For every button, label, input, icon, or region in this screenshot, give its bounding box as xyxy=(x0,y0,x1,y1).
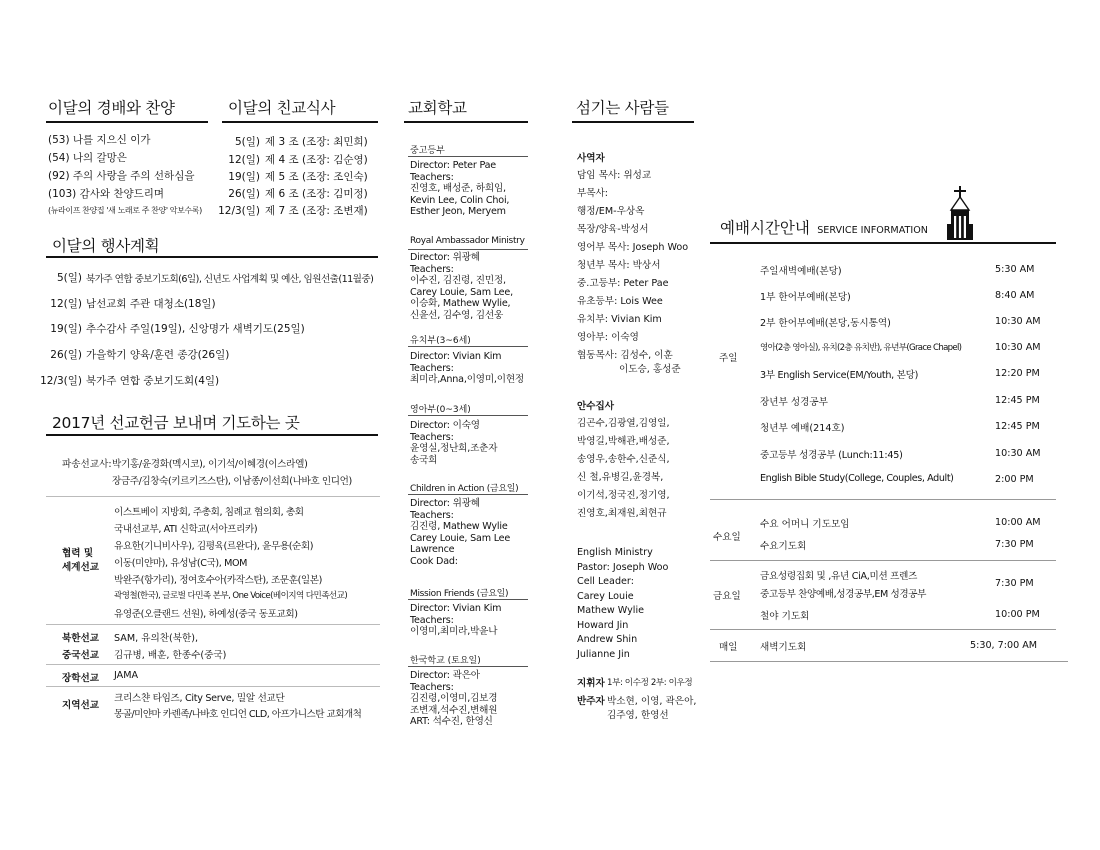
event-date: 12/3(일) xyxy=(40,375,82,387)
dept-line: 진영호, 배성준, 하희임, xyxy=(410,183,506,194)
em-line: Andrew Shin xyxy=(577,634,638,645)
local-label: 지역선교 xyxy=(62,700,100,711)
dept-line: 이수진, 김진령, 진민정, xyxy=(410,275,506,286)
service-time: 8:40 AM xyxy=(995,290,1035,301)
service-name: 1부 한어부예배(본당) xyxy=(760,292,851,303)
minister-line: 담임 목사: 위성교 xyxy=(577,170,652,181)
service-name: 중고등부 찬양예배,성경공부,EM 성경공부 xyxy=(760,589,927,600)
deacon-line: 송영우,송한수,신준식, xyxy=(577,454,670,465)
partner-line: 국내선교부, ATI 신학교(서아프리카) xyxy=(114,524,258,535)
minister-line: 청년부 목사: 박상서 xyxy=(577,260,661,271)
service-name: English Bible Study(College, Couples, Adult) xyxy=(760,473,954,484)
dept-line: Kevin Lee, Colin Choi, xyxy=(410,194,510,206)
dept-rule xyxy=(408,346,528,347)
service-time: 10:30 AM xyxy=(995,316,1041,327)
fellowship-date: 5(일) xyxy=(234,136,260,148)
servants-rule xyxy=(572,121,694,123)
dept-line: Director: 위광혜 xyxy=(410,252,480,263)
ministers-heading: 사역자 xyxy=(577,153,605,164)
dispatched-label: 파송선교사: xyxy=(62,459,112,470)
row-divider xyxy=(710,560,1056,561)
accompanist-label: 반주자 xyxy=(577,696,605,707)
fellowship-team: 제 7 조 (조장: 조변재) xyxy=(265,205,368,217)
dept-line: Carey Louie, Sam Lee xyxy=(410,532,511,544)
dept-body xyxy=(410,603,501,638)
school-title: 교회학교 xyxy=(408,99,467,117)
dept-line: Teachers: xyxy=(410,614,454,626)
dept-body xyxy=(410,351,524,386)
missions-rule xyxy=(46,434,378,436)
fellowship-rule xyxy=(222,121,378,123)
partner-line: 유요한(기니비사우), 김평육(르완다), 윤무용(순회) xyxy=(114,541,314,552)
service-name: 철야 기도회 xyxy=(760,611,810,622)
service-time: 2:00 PM xyxy=(995,474,1034,485)
em-line: Howard Jin xyxy=(577,619,629,631)
dept-body xyxy=(410,498,510,567)
dispatched-line: 박기홍/윤경화(멕시코), 이기석/이혜경(이스라엘) xyxy=(112,459,308,470)
fellowship-date: 12/3(일) xyxy=(218,205,260,217)
accompanist-line: 박소현, 이영, 곽은아, xyxy=(607,696,697,707)
dept-line: Teachers: xyxy=(410,362,454,374)
deacon-line: 박영길,박해관,배성준, xyxy=(577,436,670,447)
dept-name: Children in Action (금요일) xyxy=(410,484,519,494)
dept-body xyxy=(410,670,497,728)
scholarship-text: JAMA xyxy=(114,670,139,681)
minister-line: 이도승, 홍성준 xyxy=(619,364,681,375)
dept-name: 한국학교 (토요일) xyxy=(410,656,481,666)
fellowship-team: 제 5 조 (조장: 조인숙) xyxy=(265,171,368,183)
school-rule xyxy=(404,121,528,123)
service-time: 10:30 AM xyxy=(995,448,1041,459)
partner-line: 박완주(항가리), 정여호수아(카작스탄), 조문훈(일본) xyxy=(114,575,323,586)
fellowship-date: 19(일) xyxy=(228,171,260,183)
dept-line: 이영미,최미라,박윤나 xyxy=(410,626,498,637)
em-line: English Ministry xyxy=(577,547,653,558)
wednesday-label: 수요일 xyxy=(713,532,741,543)
service-time: 12:45 PM xyxy=(995,421,1040,432)
partner-line: 이스트베이 지방회, 주총회, 침례교 협의회, 총회 xyxy=(114,507,304,518)
event-text: 북가주 연합 중보기도회(6일), 신년도 사업계획 및 예산, 임원선출(11월중) xyxy=(86,274,374,285)
service-time: 10:30 AM xyxy=(995,342,1041,353)
service-time: 5:30, 7:00 AM xyxy=(970,640,1038,651)
dept-line: Teachers: xyxy=(410,263,454,275)
service-name: 수요 어머니 기도모임 xyxy=(760,519,850,530)
service-name: 영아(2층 영아실), 유치(2층 유치반), 유년부(Grace Chapel) xyxy=(760,343,962,353)
deacon-line: 이기석,정국진,정기영, xyxy=(577,490,670,501)
events-title: 이달의 행사계획 xyxy=(52,237,160,255)
event-date: 19(일) xyxy=(50,323,82,335)
dept-name: 영아부(0~3세) xyxy=(410,405,471,415)
sunday-label: 주일 xyxy=(719,353,738,364)
service-time: 10:00 AM xyxy=(995,517,1041,528)
dept-line: 조변재,석수진,변해원 xyxy=(410,704,498,716)
dept-line: Teachers: xyxy=(410,431,454,443)
conductor-label: 지휘자 xyxy=(577,678,605,689)
dept-line: Cook Dad: xyxy=(410,555,458,567)
dept-line: Teachers: xyxy=(410,509,454,521)
dept-line: Lawrence xyxy=(410,544,455,555)
row-divider xyxy=(46,686,380,687)
dept-line: Director: Vivian Kim xyxy=(410,603,502,614)
dept-line: 신윤선, 김수영, 김선웅 xyxy=(410,309,504,321)
dept-line: Director: Vivian Kim xyxy=(410,351,502,362)
dept-line: Director: Peter Pae xyxy=(410,160,496,171)
dept-rule xyxy=(408,415,528,416)
english-ministry xyxy=(577,546,668,662)
event-text: 남선교회 주관 대청소(18일) xyxy=(86,298,216,310)
em-line: Mathew Wylie xyxy=(577,605,645,616)
dept-line: Esther Jeon, Meryem xyxy=(410,206,506,217)
dept-body xyxy=(410,160,509,218)
scholarship-label: 장학선교 xyxy=(62,673,100,684)
dept-line: 송국희 xyxy=(410,454,438,466)
service-title-en: SERVICE INFORMATION xyxy=(817,225,928,236)
hymn-item: (53) 나를 지으신 이가 xyxy=(48,134,151,146)
fellowship-team: 제 3 조 (조장: 최민희) xyxy=(265,136,368,148)
service-rule xyxy=(710,242,1056,244)
minister-line: 영아부: 이숙영 xyxy=(577,332,639,343)
dept-rule xyxy=(408,249,528,250)
dept-line: Director: 이숙영 xyxy=(410,420,480,431)
dept-line: 윤영실,정난희,조춘자 xyxy=(410,443,498,454)
minister-line: 협동목사: 김성수, 이훈 xyxy=(577,350,673,361)
minister-line: 부목사: xyxy=(577,188,609,199)
service-name: 새벽기도회 xyxy=(760,642,807,653)
fellowship-date: 26(일) xyxy=(228,188,260,200)
dept-rule xyxy=(408,494,528,495)
em-line: Julianne Jin xyxy=(577,648,630,660)
em-line: Cell Leader: xyxy=(577,576,634,587)
deacons-heading: 안수집사 xyxy=(577,401,615,412)
dept-name: 유치부(3~6세) xyxy=(410,336,471,346)
nk-label: 북한선교 xyxy=(62,633,100,644)
church-icon xyxy=(940,184,980,244)
dept-rule xyxy=(408,666,528,667)
hymn-item: (54) 나의 갈망은 xyxy=(48,152,127,164)
service-time: 12:20 PM xyxy=(995,368,1040,379)
deacon-line: 김곤수,김광열,김영일, xyxy=(577,418,670,429)
service-time: 5:30 AM xyxy=(995,264,1035,275)
fellowship-team: 제 4 조 (조장: 김순영) xyxy=(265,154,368,166)
dept-rule xyxy=(408,599,528,600)
friday-label: 금요일 xyxy=(713,591,741,602)
dept-line: Teachers: xyxy=(410,171,454,183)
hymn-note: (뉴라이프 찬양집 '새 노래로 주 찬양' 악보수록) xyxy=(48,206,202,215)
conductor-text: 1부: 이수정 2부: 이우정 xyxy=(607,678,693,688)
em-line: Pastor: Joseph Woo xyxy=(577,561,669,573)
event-date: 5(일) xyxy=(56,272,82,284)
dept-line: 최미라,Anna,이영미,이현정 xyxy=(410,374,524,385)
cn-label: 중국선교 xyxy=(62,650,100,661)
service-name: 금요성령집회 및 ,유년 CiA,미션 프렌즈 xyxy=(760,571,918,582)
dept-name: Mission Friends (금요일) xyxy=(410,589,509,599)
local-line: 크리스챤 타임즈, City Serve, 밀알 선교단 xyxy=(114,693,285,704)
service-name: 중고등부 성경공부 (Lunch:11:45) xyxy=(760,450,903,461)
partner-label-line: 세계선교 xyxy=(62,562,100,573)
fellowship-date: 12(일) xyxy=(228,154,260,166)
dept-name: Royal Ambassador Ministry xyxy=(410,236,525,246)
event-date: 26(일) xyxy=(50,349,82,361)
partner-line: 곽영철(한국), 글로벌 다민족 본부, One Voice(베이지역 다민족선교) xyxy=(114,591,348,601)
fellowship-team: 제 6 조 (조장: 김미정) xyxy=(265,188,368,200)
dept-name: 중고등부 xyxy=(410,146,445,156)
accompanist-line: 김주영, 한영선 xyxy=(607,710,669,721)
dept-line: Director: 위광혜 xyxy=(410,498,480,509)
worship-title: 이달의 경배와 찬양 xyxy=(48,99,175,117)
hymn-item: (103) 감사와 찬양드리며 xyxy=(48,188,165,200)
service-name: 수요기도회 xyxy=(760,541,807,552)
row-divider xyxy=(46,624,380,625)
dept-line: 김진령,이영미,김보경 xyxy=(410,693,498,704)
servants-title: 섬기는 사람들 xyxy=(576,99,669,117)
minister-line: 행정/EM-우상옥 xyxy=(577,206,645,217)
dept-line: 김진령, Mathew Wylie xyxy=(410,521,508,532)
nk-text: SAM, 유의찬(북한), xyxy=(114,633,199,644)
service-name: 3부 English Service(EM/Youth, 본당) xyxy=(760,370,919,381)
minister-line: 중.고등부: Peter Pae xyxy=(577,278,669,289)
events-rule xyxy=(46,256,378,258)
service-name: 청년부 예배(214호) xyxy=(760,423,845,434)
dept-body xyxy=(410,252,513,321)
service-time: 7:30 PM xyxy=(995,539,1034,550)
service-time: 12:45 PM xyxy=(995,395,1040,406)
dispatched-line: 장금주/김창숙(키르키즈스탄), 이남종/이선희(나바호 인디언) xyxy=(112,476,352,487)
daily-label: 매일 xyxy=(719,642,738,653)
service-name: 장년부 성경공부 xyxy=(760,397,828,408)
dept-line: Carey Louie, Sam Lee, xyxy=(410,286,513,298)
partner-label-line: 협력 및 xyxy=(62,548,94,559)
local-line: 몽골/미얀마 카렌족/나바호 인디언 CLD, 아프가니스탄 교회개척 xyxy=(114,709,362,720)
dept-line: ART: 석수진, 한영신 xyxy=(410,716,493,727)
row-divider xyxy=(710,661,1068,662)
minister-line: 유초등부: Lois Wee xyxy=(577,296,663,307)
partner-label xyxy=(62,547,99,575)
service-time: 10:00 PM xyxy=(995,609,1040,620)
minister-line: 목장/양육-박성서 xyxy=(577,224,649,235)
dept-line: 이승화, Mathew Wylie, xyxy=(410,298,511,309)
row-divider xyxy=(46,496,380,497)
em-line: Carey Louie xyxy=(577,590,634,602)
missions-title: 2017년 선교헌금 보내며 기도하는 곳 xyxy=(52,414,300,432)
dept-rule xyxy=(408,156,528,157)
service-name: 주일새벽예배(본당) xyxy=(760,266,842,277)
service-name: 2부 한어부예배(본당,동시통역) xyxy=(760,318,891,329)
service-title-kr: 예배시간안내 xyxy=(720,219,810,237)
minister-line: 영어부 목사: Joseph Woo xyxy=(577,242,689,253)
cn-text: 김규병, 배훈, 한종수(중국) xyxy=(114,650,227,661)
deacon-line: 신 철,유병길,윤경복, xyxy=(577,472,664,483)
dept-body xyxy=(410,420,497,466)
dept-line: Director: 곽은아 xyxy=(410,670,480,681)
deacon-line: 진영호,최재원,최현규 xyxy=(577,508,667,519)
row-divider xyxy=(46,664,380,665)
partner-line: 이동(미얀마), 유성남(C국), MOM xyxy=(114,558,247,569)
row-divider xyxy=(710,499,1056,500)
dept-line: Teachers: xyxy=(410,681,454,693)
hymn-item: (92) 주의 사랑을 주의 선하심을 xyxy=(48,170,195,182)
partner-line: 유영준(오클랜드 선원), 하예성(중국 동포교회) xyxy=(114,609,298,620)
worship-rule xyxy=(46,121,208,123)
minister-line: 유치부: Vivian Kim xyxy=(577,314,662,325)
event-date: 12(일) xyxy=(50,298,82,310)
service-time: 7:30 PM xyxy=(995,578,1034,589)
row-divider xyxy=(710,629,1056,630)
service-title xyxy=(720,216,928,238)
fellowship-title: 이달의 친교식사 xyxy=(228,99,336,117)
event-text: 추수감사 주일(19일), 신앙명가 새벽기도(25일) xyxy=(86,323,305,335)
event-text: 가을학기 양육/훈련 종강(26일) xyxy=(86,349,230,361)
event-text: 북가주 연합 중보기도회(4일) xyxy=(86,375,220,387)
